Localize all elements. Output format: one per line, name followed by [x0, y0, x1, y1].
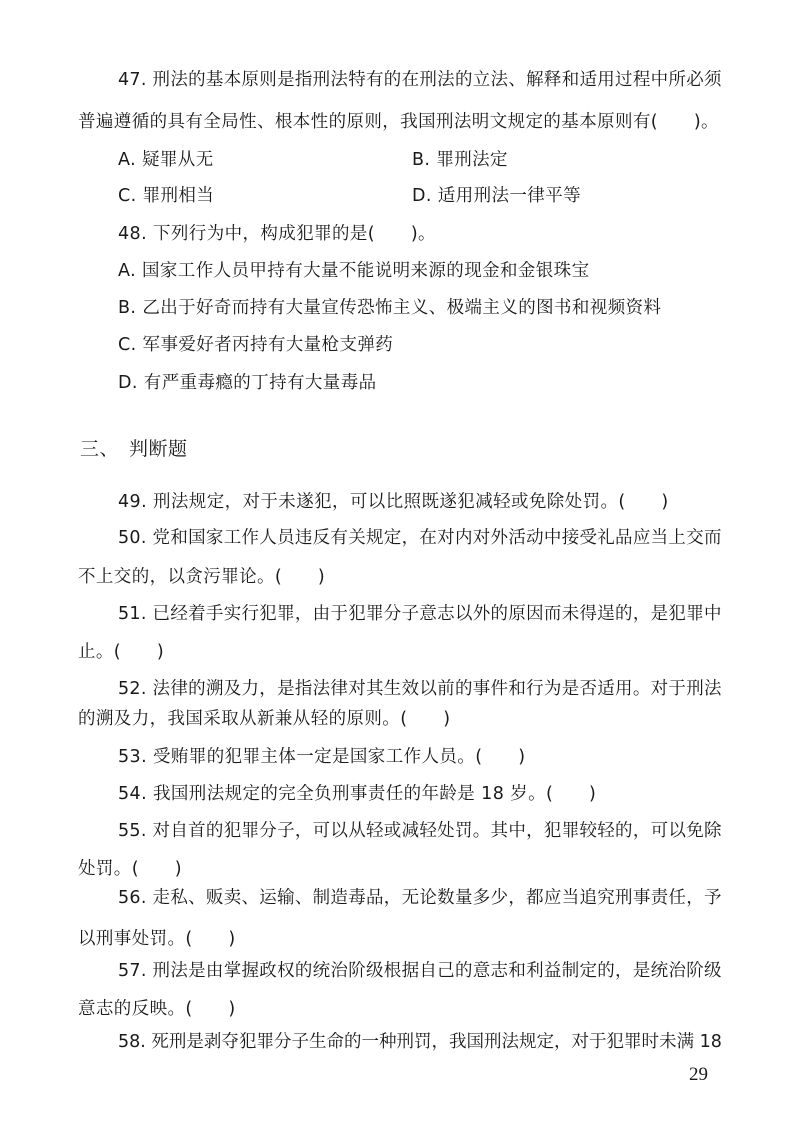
q47-line2: 普遍遵循的具有全局性、根本性的原则，我国刑法明文规定的基本原则有( )。	[78, 112, 719, 132]
q47-option-b: B. 罪刑法定	[412, 150, 508, 170]
q47-line1: 47. 刑法的基本原则是指刑法特有的在刑法的立法、解释和适用过程中所必须	[118, 70, 722, 90]
q52-line1: 52. 法律的溯及力，是指法律对其生效以前的事件和行为是否适用。对于刑法	[118, 679, 722, 699]
q51-line1: 51. 已经着手实行犯罪，由于犯罪分子意志以外的原因而未得逞的，是犯罪中	[118, 604, 722, 624]
page-number: 29	[689, 1064, 708, 1085]
q48-option-c: C. 军事爱好者丙持有大量枪支弹药	[118, 335, 394, 355]
q56-line2: 以刑事处罚。( )	[78, 929, 236, 949]
q47-option-d: D. 适用刑法一律平等	[412, 186, 582, 206]
q54-line1: 54. 我国刑法规定的完全负刑事责任的年龄是 18 岁。( )	[118, 784, 597, 804]
q55-line2: 处罚。( )	[78, 859, 182, 879]
q55-line1: 55. 对自首的犯罪分子，可以从轻或减轻处罚。其中，犯罪较轻的，可以免除	[118, 821, 722, 841]
q48-option-d: D. 有严重毒瘾的丁持有大量毒品	[118, 373, 377, 393]
q56-line1: 56. 走私、贩卖、运输、制造毒品，无论数量多少，都应当追究刑事责任，予	[118, 888, 722, 908]
q48-stem: 48. 下列行为中，构成犯罪的是( )。	[118, 224, 436, 244]
q57-line1: 57. 刑法是由掌握政权的统治阶级根据自己的意志和利益制定的，是统治阶级	[118, 961, 722, 981]
q50-line2: 不上交的，以贪污罪论。( )	[78, 567, 326, 587]
q48-option-b: B. 乙出于好奇而持有大量宣传恐怖主义、极端主义的图书和视频资料	[118, 298, 662, 318]
q57-line2: 意志的反映。( )	[78, 999, 236, 1019]
q53-line1: 53. 受贿罪的犯罪主体一定是国家工作人员。( )	[118, 747, 526, 767]
q47-option-c: C. 罪刑相当	[118, 186, 215, 206]
q49-line1: 49. 刑法规定，对于未遂犯，可以比照既遂犯减轻或免除处罚。( )	[118, 492, 669, 512]
q48-option-a: A. 国家工作人员甲持有大量不能说明来源的现金和金银珠宝	[118, 261, 590, 281]
q51-line2: 止。( )	[78, 642, 165, 662]
q52-line2: 的溯及力，我国采取从新兼从轻的原则。( )	[78, 709, 451, 729]
q50-line1: 50. 党和国家工作人员违反有关规定，在对内对外活动中接受礼品应当上交而	[118, 528, 722, 548]
q47-option-a: A. 疑罪从无	[118, 150, 214, 170]
q58-line1: 58. 死刑是剥夺犯罪分子生命的一种刑罚，我国刑法规定，对于犯罪时未满 18	[118, 1032, 722, 1052]
section-heading: 三、 判断题	[80, 438, 188, 460]
